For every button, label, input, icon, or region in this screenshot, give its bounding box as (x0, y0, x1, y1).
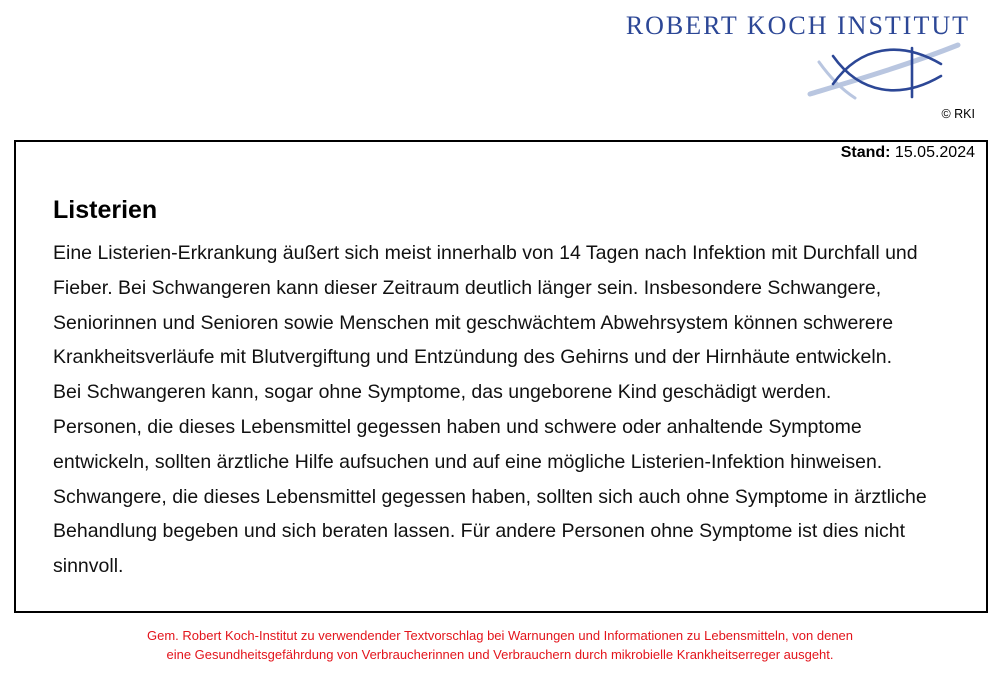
logo-arc-upper (833, 50, 941, 84)
notice-box (14, 140, 988, 613)
rki-logo-mark-icon (805, 40, 965, 102)
body-line: Personen, die dieses Lebensmittel gegessen haben und schwere oder anhaltende Symptome (53, 415, 862, 438)
body-line: Eine Listerien-Erkrankung äußert sich meist innerhalb von 14 Tagen nach Infektion mit Durchfall und (53, 242, 918, 264)
body-line: Bei Schwangeren kann, sogar ohne Symptome, das ungeborene Kind geschädigt werden. (53, 381, 832, 404)
copyright-notice: © RKI (941, 107, 975, 121)
footer-line: Gem. Robert Koch-Institut zu verwendender Textvorschlag bei Warnungen und Informationen zu Lebensmitteln, von denen (146, 628, 854, 643)
body-line: Schwangere, die dieses Lebensmittel gegessen haben, sollten sich auch ohne Symptome in ärztliche (53, 485, 927, 508)
stand-value: 15.05.2024 (894, 144, 975, 161)
notice-body (53, 236, 927, 584)
body-line: Seniorinnen und Senioren sowie Menschen mit geschwächtem Abwehrsystem können schwerere (53, 311, 894, 334)
body-line: Krankheitsverläufe mit Blutvergiftung und Entzündung des Gehirns und der Hirnhäute entwickeln. (53, 346, 892, 369)
body-line: Fieber. Bei Schwangeren kann dieser Zeitraum deutlich länger sein. Insbesondere Schwangere, (53, 276, 882, 299)
logo-swoosh-large (810, 45, 958, 94)
stand-label: Stand: (840, 144, 891, 161)
footer-line: eine Gesundheitsgefährdung von Verbraucherinnen und Verbrauchern durch mikrobielle Krankheitserreger ausgeht. (166, 647, 834, 662)
body-line: entwickeln, sollten ärztliche Hilfe aufsuchen und auf eine mögliche Listerien-Infektion hinweisen. (53, 450, 883, 473)
institute-name: ROBERT KOCH INSTITUT (625, 11, 970, 40)
logo-arc-lower (833, 56, 941, 90)
body-line: sinnvoll. (53, 555, 124, 578)
footer-note (0, 626, 1000, 664)
body-line: Behandlung begeben und sich beraten lassen. Für andere Personen ohne Symptome ist dies nicht (53, 520, 906, 543)
stand-date (841, 143, 975, 163)
notice-heading: Listerien (53, 196, 158, 224)
